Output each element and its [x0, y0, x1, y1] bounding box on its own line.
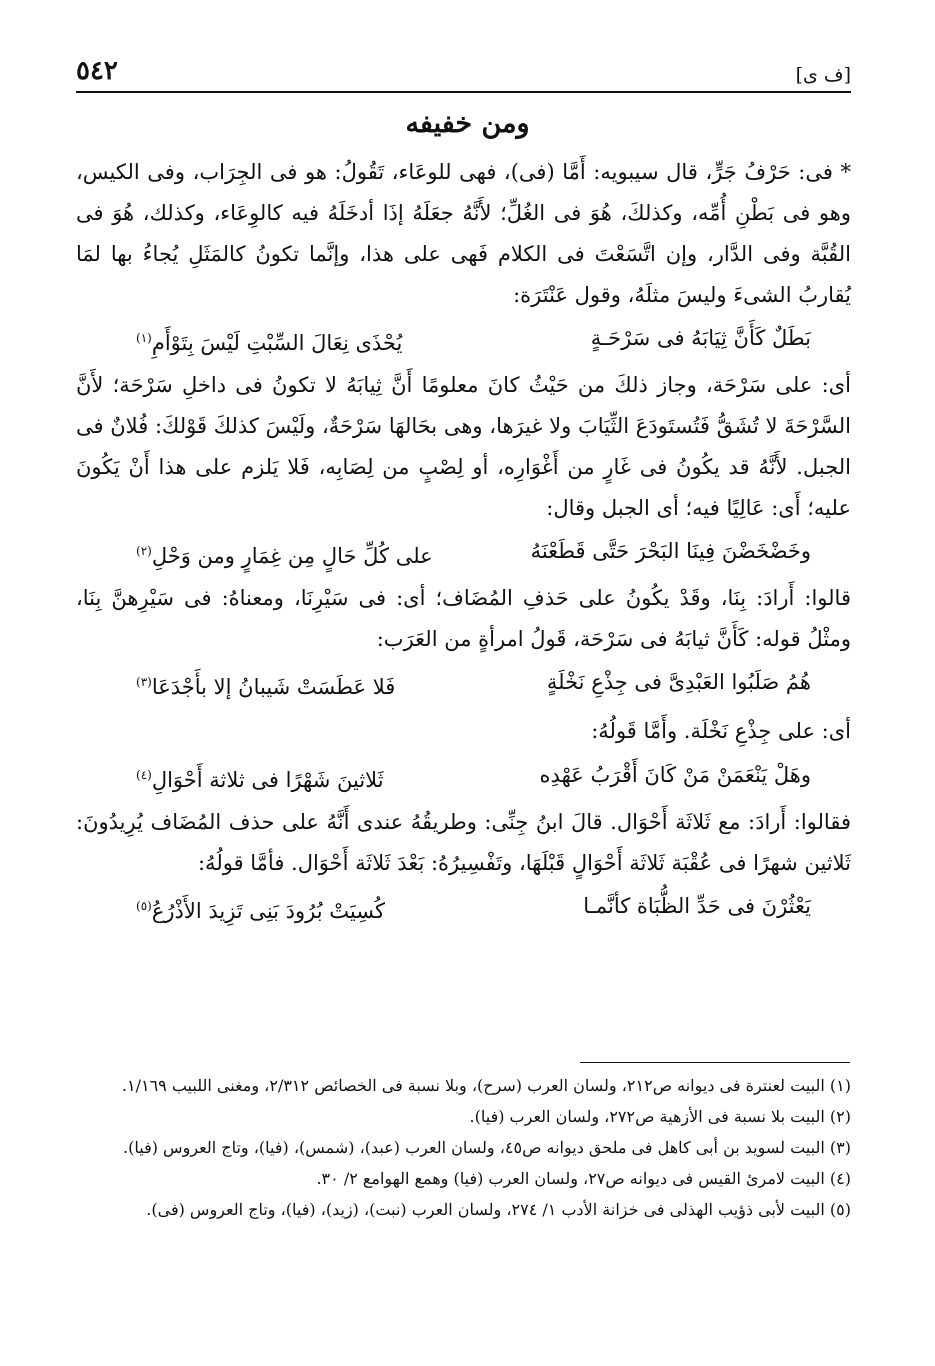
footnotes [76, 1070, 851, 1225]
verse-hemistich-second: على كُلِّ حَالٍ مِن غِمَارٍ ومن وَحْلِ$^{(٢)}$ [136, 544, 433, 568]
verse-hemistich-first: وخَضْخَضْنَ فِينَا البَحْرَ حَتَّى قَطَعْنَهُ [530, 539, 811, 563]
paragraph-3: قالوا: أَرادَ: بِنَا، وقَدْ يكُونُ على حَذفِ المُضَاف؛ أى: فى سَيْرِنَا، ومعناهُ: فى سَيْرِهنَّ بِنَا، ومثْلُ قوله: كَأَنَّ ثيابَهُ فى سَرْحَة، قَولُ امرأةٍ من العَرَب: [76, 586, 851, 651]
footnote-ref: (٥) [136, 899, 152, 913]
footnote-5: (٥) البيت لأبى ذؤيب الهذلى فى خزانة الأدب ١/ ٢٧٤، ولسان العرب (نبت)، (زيد)، (فيا)، وتاج العروس (فى). [146, 1200, 851, 1219]
footnote-ref: (٣) [136, 675, 152, 689]
footnote-ref: (٤) [136, 768, 152, 782]
paragraph-5: فقالوا: أَرادَ: مع ثَلاثَة أَحْوَال. قالَ ابنُ جِنِّى: وطريقُهُ عندى أَنَّهُ على حذف المُضَاف يُرِيدُونَ: ثَلاثين شهرًا فى عُقْبَة ثَلاثَة أَحْوَالٍ قَبْلَهَا، وتَفْسِيرُهُ: بَعْدَ ثَلاثَة أَحْوَال. فأمَّا قولُهُ: [76, 810, 851, 875]
footnote-2: (٢) البيت بلا نسبة فى الأزهية ص٢٧٢، ولسان العرب (فيا). [469, 1107, 851, 1126]
verse-3 [76, 660, 851, 709]
running-head: [ف ى] [795, 64, 851, 86]
verse-4 [76, 753, 851, 802]
verse-hemistich-second: كُسِيَتْ بُرُودَ بَنِى تَزِيدَ الأَذْرُعُ$^{(٥)}$ [136, 899, 385, 923]
verse-hemistich-first: هُمُ صَلَبُوا العَبْدِىَّ فى جِذْعِ نَخْلَةٍ [546, 670, 811, 694]
verse-hemistich-second: ثَلاثينَ شَهْرًا فى ثلاثة أَحْوَالِ$^{(٤)}$ [136, 768, 384, 792]
footnote-ref: (٢) [136, 544, 152, 558]
verse-hemistich-second: يُحْذَى نِعَالَ السِّبْتِ لَيْسَ بِتَوْأَمِ$^{(١)}$ [136, 331, 403, 355]
verse-1 [76, 316, 851, 365]
footnote-3: (٣) البيت لسويد بن أبى كاهل فى ملحق ديوانه ص٤٥، ولسان العرب (عبد)، (شمس)، (فيا)، وتاج العروس (فيا). [123, 1138, 851, 1157]
page-number: ٥٤٢ [76, 56, 118, 86]
footnote-4: (٤) البيت لامرئ القيس فى ديوانه ص٢٧، ولسان العرب (فيا) وهمع الهوامع ٢/ ٣٠. [316, 1169, 851, 1188]
section-title: ومن خفيفه [405, 108, 530, 139]
header-rule [76, 91, 851, 93]
verse-2 [76, 529, 851, 578]
page-header [76, 52, 851, 86]
verse-hemistich-first: وهَلْ يَنْعَمَنْ مَنْ كَانَ أَقْرَبُ عَهْدِه [539, 763, 811, 787]
verse-hemistich-second: فَلا عَطَسَتْ شَيبانُ إلا بأَجْدَعَا$^{(٣)}$ [136, 675, 396, 699]
footnote-rule [580, 1062, 850, 1063]
footnote-1: (١) البيت لعنترة فى ديوانه ص٢١٢، ولسان العرب (سرح)، وبلا نسبة فى الخصائص ٢/٣١٢، ومغنى اللبيب ١/١٦٩. [121, 1076, 851, 1095]
paragraph-2: أى: على سَرْحَة، وجاز ذلكَ من حَيْثُ كانَ معلومًا أَنَّ ثِيابَهُ لا تكونُ فى داخلِ سَرْحَة؛ لأَنَّ السَّرْحَةَ لا تُشَقُّ فَتُستَودَعَ الثِّيَابَ ولا غيرَها، وهى بحَالهَا سَرْحَةٌ، ولَيْسَ كذلكَ قَوْلكَ: فُلانٌ فى الجبل. لأَنَّهُ قد يكُونُ فى غَارٍ من أَغْوَارِه، أو لِصْبٍ من لِصَابِه، فَلا يَلزم على هذا أَنْ يَكُونَ عليه؛ أَى: عَالِيًا فيه؛ أى الجبل وقال: [76, 373, 851, 520]
footnote-ref: (١) [136, 331, 152, 345]
paragraph-1: * فى: حَرْفُ جَرٍّ، قال سيبويه: أَمَّا (فى)، فهى للوعَاء، تَقُولُ: هو فى الجِرَاب، وفى الكيس، وهو فى بَطْنِ أُمِّه، وكذلكَ، هُوَ فى الغُلِّ؛ لأَنَّهُ جعَلَهُ إذَا أدخَلَهُ فيه كالوِعَاء، وكذلك، هُوَ فى القُبَّة وفى الدَّار، وإن اتَّسَعْتَ فى الكلام فَهى على هذا، وإنَّما تكونُ كالمَثَلِ يُجاءُ بها لمَا يُقاربُ الشىءَ وليسَ مثلَهُ، وقول عَنْتَرَة: [76, 160, 851, 307]
verse-hemistich-first: يَعْثُرْنَ فى حَدِّ الظُّبَاة كأنَّمـا [583, 894, 811, 918]
verse-5 [76, 884, 851, 933]
paragraph-4: أى: على جِذْعِ نَخْلَة. وأَمَّا قَولُهُ: [591, 719, 851, 743]
main-text [76, 152, 851, 933]
verse-hemistich-first: بَطَلٌ كَأَنَّ ثِيَابَهُ فى سَرْحَـةٍ [590, 326, 811, 350]
